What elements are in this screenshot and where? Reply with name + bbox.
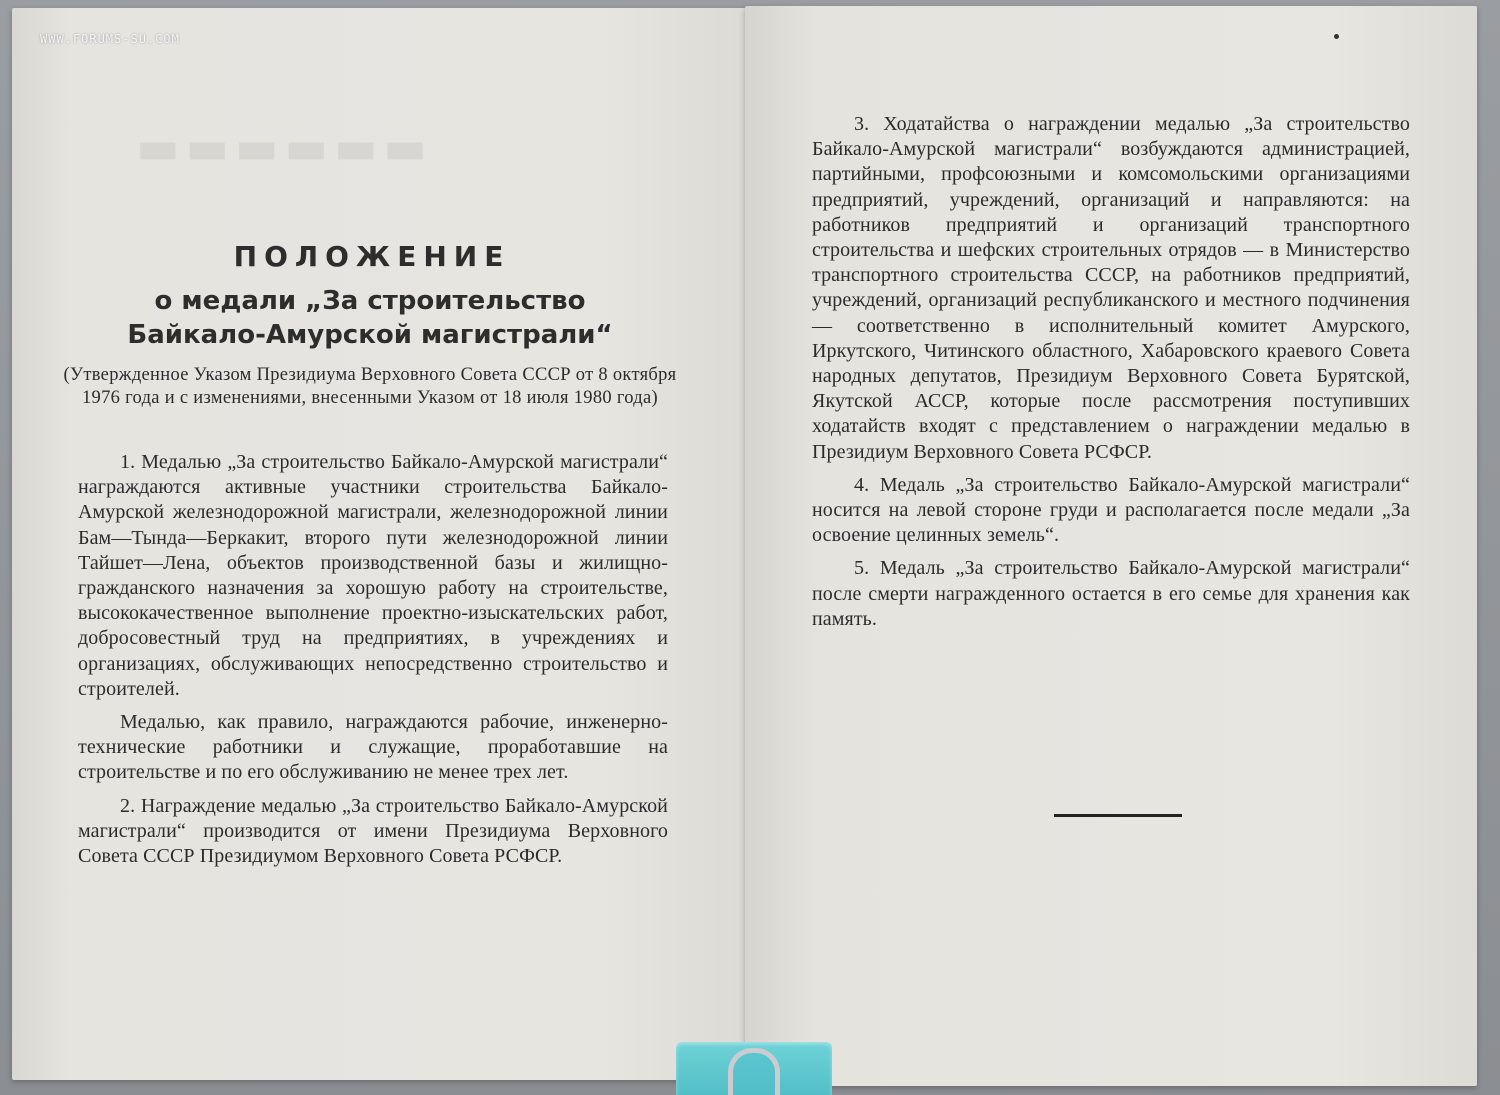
show-through-imprint: ▬▬▬▬▬▬ [130, 120, 427, 174]
paragraph-1b: Медалью, как правило, награждаются рабочие, инженерно-технические работники и служащие, проработавшие на строительстве и по его обслуживанию не менее трех лет. [78, 711, 668, 784]
ink-dot [1334, 34, 1339, 39]
left-text-column [78, 450, 668, 877]
binder-clip-wire [728, 1048, 780, 1095]
paragraph-5: 5. Медаль „За строительство Байкало-Амурской магистрали“ после смерти награжденного остается в его семье для хранения как память. [812, 557, 1410, 630]
paragraph-1: 1. Медалью „За строительство Байкало-Амурской магистрали“ награждаются активные участники строительства Байкало-Амурской железнодорожной магистрали, железнодорожной линии Бам—Тында—Беркакит, второго пути железнодорожной линии Тайшет—Лена, объектов производственной базы и жилищно-гражданского назначения за хорошую работу на строительстве, высококачественное выполнение проектно-изыскательских работ, добросовестный труд на предприятиях, в учреждениях и организациях, обслуживающих непосредственно строительство и строителей. [78, 451, 668, 700]
paragraph-3: 3. Ходатайства о награждении медалью „За строительство Байкало-Амурской магистрали“ возбуждаются администрацией, партийными, профсоюзными и комсомольскими организациями предприятий, учреждений, организаций и направляются: на работников предприятий и организаций транспортного строительства и шефских строительных отрядов — в Министерство транспортного строительства СССР, на работников предприятий, учреждений, организаций республиканского и местного подчинения — соответственно в исполнительный комитет Амурского, Иркутского, Читинского областного, Хабаровского краевого Совета народных депутатов, Президиум Верховного Совета Бурятской, Якутской АССР, которые после рассмотрения поступивших ходатайств входят с представлением о награждении медалью в Президиум Верховного Совета РСФСР. [812, 113, 1410, 463]
document-title: ПОЛОЖЕНИЕ [233, 240, 511, 273]
end-rule [1054, 814, 1182, 817]
right-text-column [812, 112, 1410, 640]
document-subtitle [90, 284, 650, 352]
watermark-text: WWW.FORUMS-SU.COM [40, 32, 180, 46]
paragraph-4: 4. Медаль „За строительство Байкало-Амурской магистрали“ носится на левой стороне груди и располагается после медали „За освоение целинных земель“. [812, 473, 1410, 547]
subtitle-line-1: о медали „За строительство [154, 286, 586, 316]
decree-note: (Утвержденное Указом Президиума Верховного Совета СССР от 8 октября 1976 года и с изменениями, внесенными Указом от 18 июля 1980 года) [63, 365, 677, 408]
subtitle-line-2: Байкало-Амурской магистрали“ [127, 320, 613, 350]
paragraph-2: 2. Награждение медалью „За строительство Байкало-Амурской магистрали“ производится от имени Президиума Верховного Совета СССР Президиумом Верховного Совета РСФСР. [78, 794, 668, 868]
